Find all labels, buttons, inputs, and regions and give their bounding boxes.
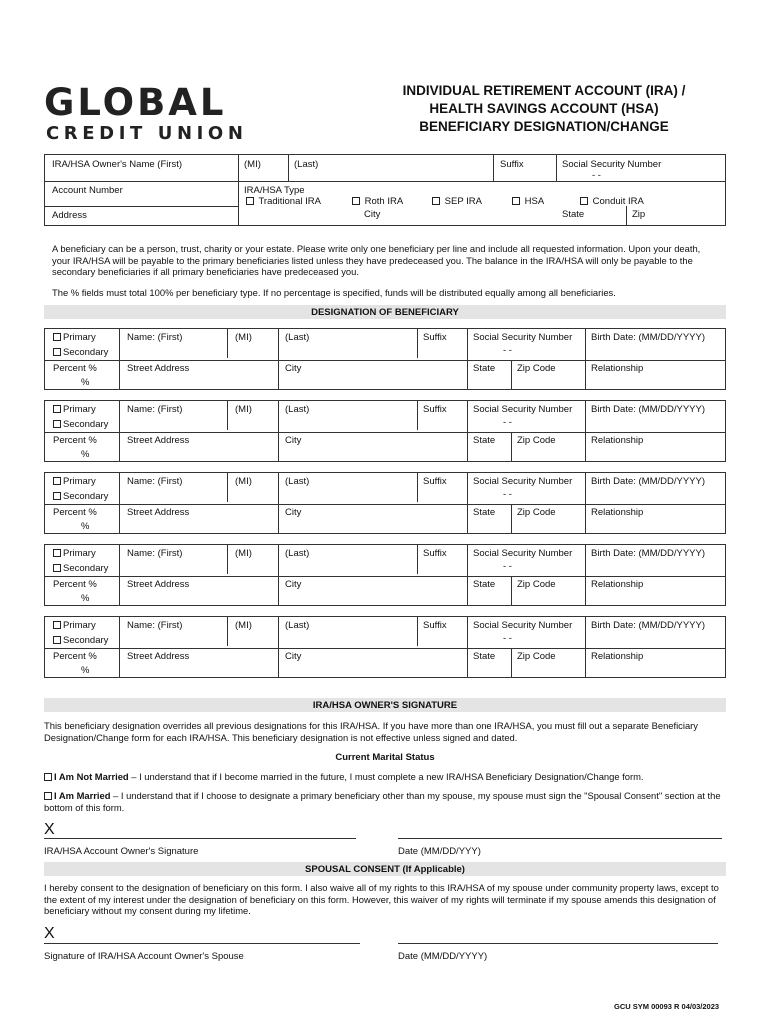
owner-ssn-dashes: - - (592, 170, 601, 181)
checkbox-icon (53, 477, 61, 485)
owner-signature-label: IRA/HSA Account Owner's Signature (44, 846, 199, 857)
primary-checkbox[interactable]: Primary (53, 404, 96, 415)
spouse-date-label: Date (MM/DD/YYYY) (398, 951, 488, 962)
beneficiary-ssn-field[interactable]: Social Security Number (473, 404, 573, 415)
beneficiary-zip-field[interactable]: Zip Code (517, 651, 556, 662)
checkbox-icon (512, 197, 520, 205)
beneficiary-percent-field[interactable]: Percent % (53, 651, 97, 662)
title-line-3: BENEFICIARY DESIGNATION/CHANGE (419, 119, 669, 134)
beneficiary-relationship-field[interactable]: Relationship (591, 435, 644, 446)
beneficiary-city-field[interactable]: City (285, 363, 302, 374)
beneficiary-block (44, 616, 726, 678)
primary-checkbox[interactable]: Primary (53, 620, 96, 631)
checkbox-icon (432, 197, 440, 205)
percent-sign: % (81, 593, 90, 604)
secondary-checkbox[interactable]: Secondary (53, 347, 108, 358)
spousal-consent-heading: SPOUSAL CONSENT (If Applicable) (305, 864, 465, 875)
beneficiary-last-name-field[interactable]: (Last) (285, 332, 310, 343)
beneficiary-street-field[interactable]: Street Address (127, 435, 190, 446)
form-title (370, 82, 718, 136)
beneficiary-last-name-field[interactable]: (Last) (285, 548, 310, 559)
spouse-date-line[interactable] (398, 943, 718, 944)
beneficiary-percent-field[interactable]: Percent % (53, 435, 97, 446)
beneficiary-city-field[interactable]: City (285, 579, 302, 590)
owner-suffix-field[interactable]: Suffix (500, 159, 524, 170)
beneficiary-ssn-dashes: - - (503, 489, 512, 500)
beneficiary-street-field[interactable]: Street Address (127, 651, 190, 662)
type-sep-ira-checkbox[interactable]: SEP IRA (432, 196, 482, 207)
type-traditional-ira-checkbox[interactable]: Traditional IRA (246, 196, 321, 207)
beneficiary-last-name-field[interactable]: (Last) (285, 620, 310, 631)
beneficiary-block (44, 544, 726, 606)
beneficiary-suffix-field[interactable]: Suffix (423, 476, 447, 487)
checkbox-icon (44, 792, 52, 800)
secondary-checkbox[interactable]: Secondary (53, 635, 108, 646)
beneficiary-ssn-dashes: - - (503, 417, 512, 428)
owner-city-field[interactable]: City (364, 209, 381, 220)
checkbox-icon (53, 621, 61, 629)
marital-status-heading: Current Marital Status (335, 752, 435, 763)
beneficiary-city-field[interactable]: City (285, 507, 302, 518)
beneficiary-relationship-field[interactable]: Relationship (591, 363, 644, 374)
beneficiary-city-field[interactable]: City (285, 651, 302, 662)
checkbox-icon (53, 420, 61, 428)
beneficiary-mi-field[interactable]: (MI) (235, 404, 252, 415)
beneficiary-state-field[interactable]: State (473, 507, 496, 518)
checkbox-icon (53, 405, 61, 413)
owner-zip-field[interactable]: Zip (632, 209, 646, 220)
designation-heading: DESIGNATION OF BENEFICIARY (311, 307, 459, 318)
type-roth-ira-checkbox[interactable]: Roth IRA (352, 196, 403, 207)
ira-hsa-type-label: IRA/HSA Type (244, 185, 305, 196)
beneficiary-percent-field[interactable]: Percent % (53, 579, 97, 590)
owner-address-field[interactable]: Address (52, 210, 87, 221)
percent-sign: % (81, 521, 90, 532)
beneficiary-state-field[interactable]: State (473, 363, 496, 374)
beneficiary-zip-field[interactable]: Zip Code (517, 363, 556, 374)
checkbox-icon (53, 549, 61, 557)
checkbox-icon (352, 197, 360, 205)
secondary-checkbox[interactable]: Secondary (53, 419, 108, 430)
form-code: GCU SYM 00093 R 04/03/2023 (614, 1002, 720, 1011)
primary-checkbox[interactable]: Primary (53, 332, 96, 343)
beneficiary-ssn-dashes: - - (503, 633, 512, 644)
beneficiary-last-name-field[interactable]: (Last) (285, 476, 310, 487)
title-line-2: HEALTH SAVINGS ACCOUNT (HSA) (429, 101, 659, 116)
beneficiary-first-name-field[interactable]: Name: (First) (127, 332, 183, 343)
beneficiary-state-field[interactable]: State (473, 435, 496, 446)
spouse-signature-label: Signature of IRA/HSA Account Owner's Spouse (44, 951, 244, 962)
owner-date-label: Date (MM/DD/YYY) (398, 846, 481, 857)
logo-credit-union: CREDIT UNION (46, 123, 248, 144)
owner-state-field[interactable]: State (562, 209, 585, 220)
owner-signature-x: X (44, 821, 55, 838)
checkbox-icon (53, 492, 61, 500)
beneficiary-first-name-field[interactable]: Name: (First) (127, 476, 183, 487)
spousal-consent-paragraph: I hereby consent to the designation of beneficiary on this form. I also waive all of my rights to this IRA/HSA of my spouse under community property laws, except to the extent of my interest under the designation of beneficiary on this form. However, this waiver of my rights will terminate if my spouse amends this designation of beneficiary without my consent during my lifetime. (44, 882, 719, 916)
owner-first-name-field[interactable]: IRA/HSA Owner's Name (First) (52, 159, 183, 170)
beneficiary-birth-date-field[interactable]: Birth Date: (MM/DD/YYYY) (591, 620, 706, 631)
checkbox-icon (53, 564, 61, 572)
percent-note: The % fields must total 100% per beneficiary type. If no percentage is specified, funds will be distributed equally among all beneficiaries. (52, 287, 616, 298)
married-option[interactable]: I Am Married – I understand that if I choose to designate a primary beneficiary other than my spouse, my spouse must sign the "Spousal Consent" section at the bottom of this form. (44, 790, 721, 813)
beneficiary-relationship-field[interactable]: Relationship (591, 651, 644, 662)
beneficiary-percent-field[interactable]: Percent % (53, 507, 97, 518)
spouse-signature-x: X (44, 925, 55, 942)
owner-signature-line[interactable] (44, 838, 356, 839)
beneficiary-last-name-field[interactable]: (Last) (285, 404, 310, 415)
intro-paragraph: A beneficiary can be a person, trust, charity or your estate. Please write only one beneficiary per line and include all requested information. Upon your death, your IRA/HSA will be payable to the primary beneficiaries listed unless they have predeceased you. The balance in the IRA/HSA will only be payable to the secondary beneficiaries if all primary beneficiaries have predeceased you. (52, 243, 701, 277)
percent-sign: % (81, 449, 90, 460)
secondary-checkbox[interactable]: Secondary (53, 563, 108, 574)
beneficiary-percent-field[interactable]: Percent % (53, 363, 97, 374)
title-line-1: INDIVIDUAL RETIREMENT ACCOUNT (IRA) / (402, 83, 686, 98)
beneficiary-ssn-field[interactable]: Social Security Number (473, 476, 573, 487)
primary-checkbox[interactable]: Primary (53, 476, 96, 487)
beneficiary-ssn-field[interactable]: Social Security Number (473, 548, 573, 559)
checkbox-icon (53, 636, 61, 644)
beneficiary-suffix-field[interactable]: Suffix (423, 332, 447, 343)
checkbox-icon (53, 333, 61, 341)
checkbox-icon (246, 197, 254, 205)
owner-date-line[interactable] (398, 838, 722, 839)
account-number-field[interactable]: Account Number (52, 185, 123, 196)
beneficiary-block (44, 400, 726, 462)
beneficiary-street-field[interactable]: Street Address (127, 363, 190, 374)
beneficiary-birth-date-field[interactable]: Birth Date: (MM/DD/YYYY) (591, 332, 706, 343)
beneficiary-suffix-field[interactable]: Suffix (423, 620, 447, 631)
beneficiary-block (44, 328, 726, 390)
beneficiary-suffix-field[interactable]: Suffix (423, 404, 447, 415)
beneficiary-first-name-field[interactable]: Name: (First) (127, 404, 183, 415)
beneficiary-mi-field[interactable]: (MI) (235, 548, 252, 559)
percent-sign: % (81, 665, 90, 676)
beneficiary-suffix-field[interactable]: Suffix (423, 548, 447, 559)
beneficiary-first-name-field[interactable]: Name: (First) (127, 548, 183, 559)
beneficiary-first-name-field[interactable]: Name: (First) (127, 620, 183, 631)
beneficiary-relationship-field[interactable]: Relationship (591, 579, 644, 590)
secondary-checkbox[interactable]: Secondary (53, 491, 108, 502)
percent-sign: % (81, 377, 90, 388)
beneficiary-ssn-dashes: - - (503, 345, 512, 356)
beneficiary-birth-date-field[interactable]: Birth Date: (MM/DD/YYYY) (591, 476, 706, 487)
beneficiary-zip-field[interactable]: Zip Code (517, 579, 556, 590)
not-married-option[interactable]: I Am Not Married – I understand that if I become married in the future, I must complete a new IRA/HSA Beneficiary Designation/Change form. (44, 771, 726, 783)
beneficiary-ssn-field[interactable]: Social Security Number (473, 620, 573, 631)
beneficiary-zip-field[interactable]: Zip Code (517, 435, 556, 446)
type-conduit-ira-checkbox[interactable]: Conduit IRA (580, 196, 644, 207)
beneficiary-mi-field[interactable]: (MI) (235, 620, 252, 631)
beneficiary-state-field[interactable]: State (473, 579, 496, 590)
beneficiary-birth-date-field[interactable]: Birth Date: (MM/DD/YYYY) (591, 548, 706, 559)
beneficiary-ssn-dashes: - - (503, 561, 512, 572)
primary-checkbox[interactable]: Primary (53, 548, 96, 559)
beneficiary-relationship-field[interactable]: Relationship (591, 507, 644, 518)
logo-global: GLOBAL (44, 81, 227, 124)
owner-ssn-field[interactable]: Social Security Number (562, 159, 662, 170)
checkbox-icon (44, 773, 52, 781)
spouse-signature-line[interactable] (44, 943, 360, 944)
beneficiary-birth-date-field[interactable]: Birth Date: (MM/DD/YYYY) (591, 404, 706, 415)
owner-last-name-field[interactable]: (Last) (294, 159, 319, 170)
signature-paragraph: This beneficiary designation overrides all previous designations for this IRA/HSA. If you have more than one IRA/HSA, you must fill out a separate Beneficiary Designation/Change form for each IRA/HSA. This beneficiary designation is not effective unless signed and dated. (44, 720, 698, 743)
checkbox-icon (580, 197, 588, 205)
beneficiary-city-field[interactable]: City (285, 435, 302, 446)
beneficiary-zip-field[interactable]: Zip Code (517, 507, 556, 518)
beneficiary-state-field[interactable]: State (473, 651, 496, 662)
beneficiary-street-field[interactable]: Street Address (127, 579, 190, 590)
beneficiary-mi-field[interactable]: (MI) (235, 332, 252, 343)
owner-mi-field[interactable]: (MI) (244, 159, 261, 170)
beneficiary-block (44, 472, 726, 534)
signature-heading: IRA/HSA OWNER'S SIGNATURE (312, 700, 458, 711)
checkbox-icon (53, 348, 61, 356)
beneficiary-ssn-field[interactable]: Social Security Number (473, 332, 573, 343)
beneficiary-mi-field[interactable]: (MI) (235, 476, 252, 487)
beneficiary-street-field[interactable]: Street Address (127, 507, 190, 518)
type-hsa-checkbox[interactable]: HSA (512, 196, 544, 207)
